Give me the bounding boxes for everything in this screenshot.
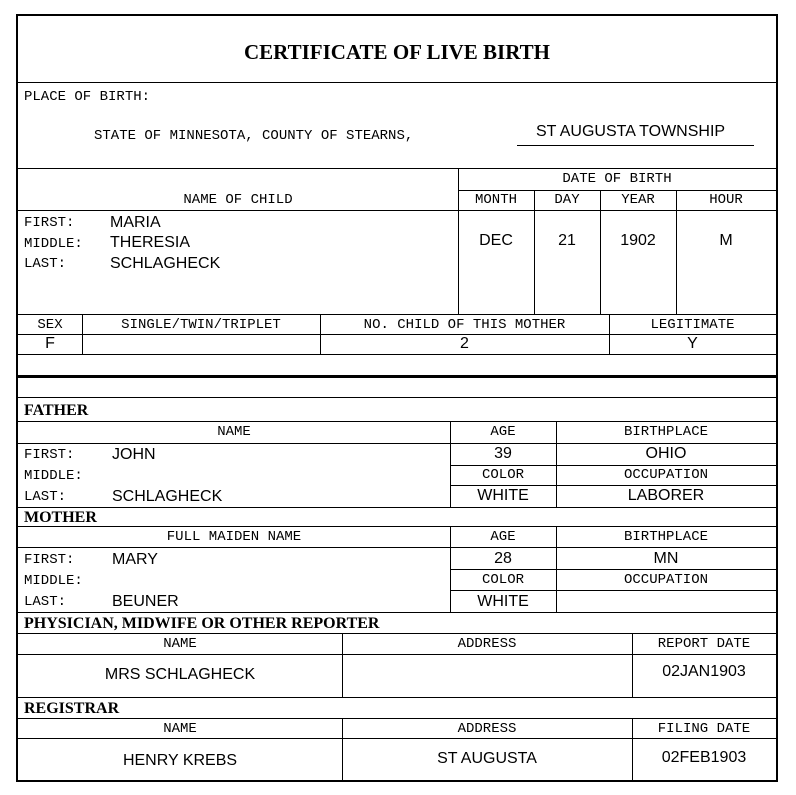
- father-first-label: FIRST:: [24, 447, 75, 463]
- father-section-title: FATHER: [24, 402, 89, 419]
- mother-name-header: FULL MAIDEN NAME: [166, 529, 302, 545]
- mother-section-title: MOTHER: [24, 509, 97, 526]
- name-of-child-header: NAME OF CHILD: [183, 192, 293, 208]
- rule: [18, 397, 776, 398]
- mother-occupation-header: OCCUPATION: [623, 572, 708, 588]
- physician-name: MRS SCHLAGHECK: [104, 666, 256, 683]
- year-header: YEAR: [621, 192, 655, 208]
- father-age: 39: [494, 445, 512, 462]
- hour-header: HOUR: [709, 192, 743, 208]
- rule: [450, 465, 776, 466]
- plurality-header: SINGLE/TWIN/TRIPLET: [121, 317, 281, 333]
- rule-v: [676, 190, 677, 314]
- rule: [18, 697, 776, 698]
- child-middle-name: THERESIA: [110, 234, 191, 251]
- rule: [18, 210, 776, 211]
- registrar-address-header: ADDRESS: [457, 721, 517, 737]
- date-of-birth-header: DATE OF BIRTH: [562, 171, 672, 187]
- rule: [18, 443, 776, 444]
- sex-value: F: [45, 335, 55, 352]
- mother-color: WHITE: [477, 593, 529, 610]
- birth-hour: M: [719, 232, 733, 249]
- rule: [450, 485, 776, 486]
- rule: [18, 633, 776, 634]
- mother-birthplace-header: BIRTHPLACE: [623, 529, 708, 545]
- rule: [18, 168, 776, 169]
- rule: [18, 334, 776, 335]
- township-underline: [517, 145, 754, 146]
- child-number-value: 2: [460, 335, 469, 352]
- child-first-label: FIRST:: [24, 215, 75, 231]
- mother-birthplace: MN: [653, 550, 679, 567]
- legitimate-header: LEGITIMATE: [650, 317, 735, 333]
- rule: [18, 718, 776, 719]
- rule-thick: [18, 375, 776, 378]
- rule-v: [600, 190, 601, 314]
- child-last-label: LAST:: [24, 256, 67, 272]
- mother-color-header: COLOR: [481, 572, 524, 588]
- father-first-name: JOHN: [112, 446, 156, 463]
- birth-certificate: [16, 14, 778, 782]
- registrar-name-header: NAME: [163, 721, 197, 737]
- father-name-header: NAME: [217, 424, 251, 440]
- rule: [18, 612, 776, 613]
- rule: [18, 82, 776, 83]
- rule: [18, 738, 776, 739]
- mother-first-name: MARY: [112, 551, 158, 568]
- state-county-text: STATE OF MINNESOTA, COUNTY OF STEARNS,: [94, 128, 414, 144]
- report-date-header: REPORT DATE: [657, 636, 751, 652]
- mother-age: 28: [494, 550, 512, 567]
- filing-date-header: FILING DATE: [657, 721, 751, 737]
- place-of-birth-label: PLACE OF BIRTH:: [24, 89, 151, 105]
- rule: [18, 547, 776, 548]
- day-header: DAY: [554, 192, 580, 208]
- sex-header: SEX: [37, 317, 63, 333]
- child-middle-label: MIDDLE:: [24, 236, 83, 252]
- father-color: WHITE: [477, 487, 529, 504]
- rule: [18, 507, 776, 508]
- rule: [458, 190, 776, 191]
- rule: [18, 421, 776, 422]
- birth-year: 1902: [620, 232, 656, 249]
- rule-v: [534, 190, 535, 314]
- child-last-name: SCHLAGHECK: [110, 255, 221, 272]
- certificate-title: CERTIFICATE OF LIVE BIRTH: [244, 40, 550, 64]
- filing-date: 02FEB1903: [661, 749, 747, 766]
- mother-first-label: FIRST:: [24, 552, 75, 568]
- birth-day: 21: [558, 232, 576, 249]
- rule: [18, 354, 776, 355]
- registrar-name: HENRY KREBS: [122, 752, 238, 769]
- birth-month: DEC: [479, 232, 513, 249]
- father-occupation: LABORER: [627, 487, 705, 504]
- father-color-header: COLOR: [481, 467, 524, 483]
- rule: [18, 526, 776, 527]
- father-last-name: SCHLAGHECK: [112, 488, 223, 505]
- father-birthplace: OHIO: [645, 445, 687, 462]
- registrar-section-title: REGISTRAR: [24, 700, 120, 717]
- father-birthplace-header: BIRTHPLACE: [623, 424, 708, 440]
- physician-address-header: ADDRESS: [457, 636, 517, 652]
- mother-middle-label: MIDDLE:: [24, 573, 83, 589]
- report-date: 02JAN1903: [662, 663, 746, 680]
- father-last-label: LAST:: [24, 489, 67, 505]
- legitimate-value: Y: [687, 335, 698, 352]
- mother-last-label: LAST:: [24, 594, 67, 610]
- child-number-header: NO. CHILD OF THIS MOTHER: [363, 317, 566, 333]
- rule: [18, 654, 776, 655]
- father-occupation-header: OCCUPATION: [623, 467, 708, 483]
- rule: [450, 569, 776, 570]
- rule: [450, 590, 776, 591]
- father-age-header: AGE: [490, 424, 516, 440]
- physician-name-header: NAME: [163, 636, 197, 652]
- mother-age-header: AGE: [490, 529, 516, 545]
- child-first-name: MARIA: [110, 214, 161, 231]
- township-value: ST AUGUSTA TOWNSHIP: [536, 123, 726, 140]
- mother-last-name: BEUNER: [112, 593, 179, 610]
- physician-section-title: PHYSICIAN, MIDWIFE OR OTHER REPORTER: [24, 615, 380, 632]
- registrar-address: ST AUGUSTA: [437, 750, 537, 767]
- month-header: MONTH: [474, 192, 517, 208]
- rule: [18, 314, 776, 315]
- father-middle-label: MIDDLE:: [24, 468, 83, 484]
